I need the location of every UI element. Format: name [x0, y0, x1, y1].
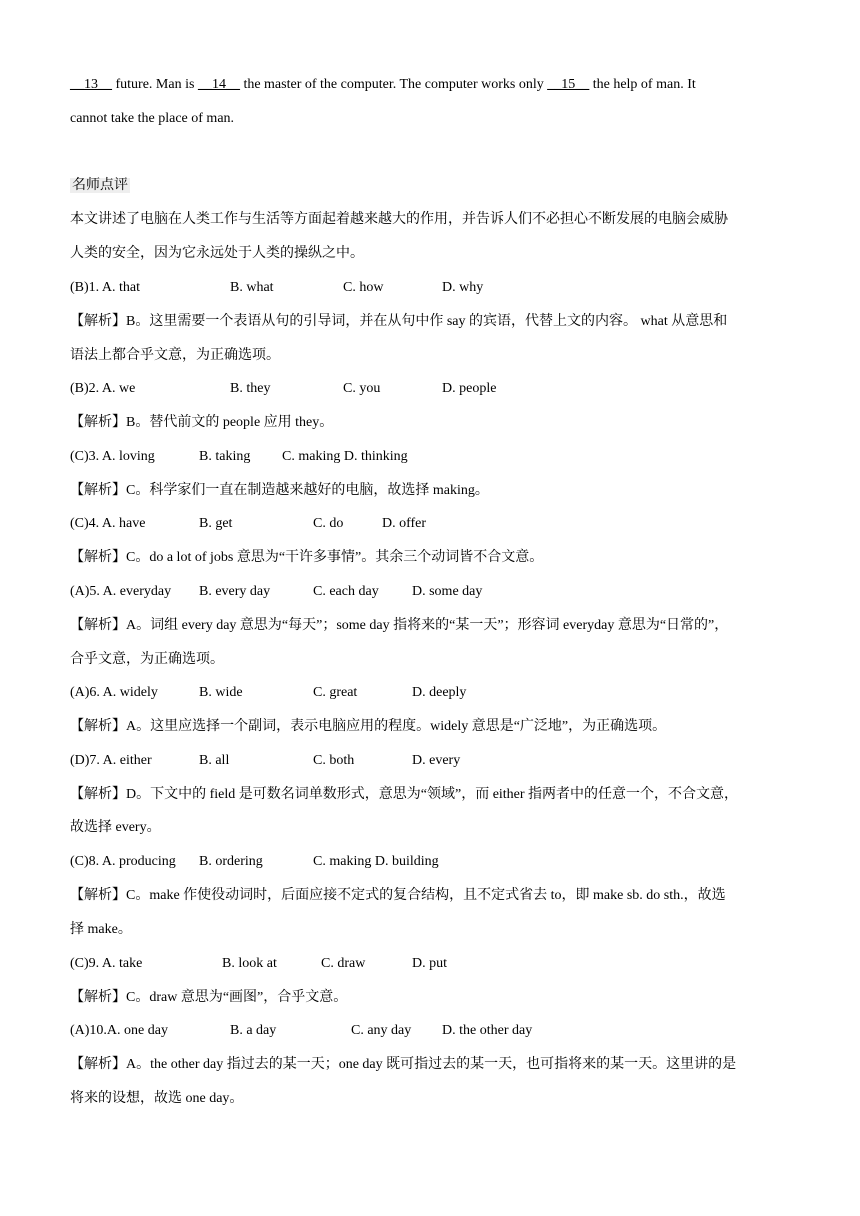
explanation-7-line-1: 【解析】D。下文中的 field 是可数名词单数形式，意思为“领域”，而 either 指两者中的任意一个，不合文意， — [70, 787, 739, 802]
question-label: (C)9. A. take — [70, 956, 143, 971]
option-c: C. great — [313, 685, 358, 700]
question-7-options — [70, 751, 790, 771]
option-b: B. look at — [222, 956, 277, 971]
explanation-1-line-2: 语法上都合乎文意，为正确选项。 — [70, 348, 280, 363]
question-8-options — [70, 852, 790, 872]
option-c: C. both — [313, 753, 355, 768]
question-3-options — [70, 447, 790, 467]
option-b: B. every day — [199, 584, 271, 599]
blank-15: __15__ — [547, 77, 590, 92]
option-c: C. draw — [321, 956, 366, 971]
option-d: D. every — [412, 753, 461, 768]
option-c: C. any day — [351, 1023, 412, 1038]
option-d: D. why — [442, 280, 484, 295]
explanation-10-line-2: 将来的设想，故选 one day。 — [70, 1091, 244, 1106]
section-title-line — [70, 176, 130, 196]
passage-text: future. Man is — [112, 77, 198, 92]
option-b: B. all — [199, 753, 230, 768]
question-label: (D)7. A. either — [70, 753, 152, 768]
option-b: B. wide — [199, 685, 243, 700]
option-d: D. some day — [412, 584, 483, 599]
section-title: 名师点评 — [72, 178, 128, 193]
explanation-8-line-1: 【解析】C。make 作使役动词时，后面应接不定式的复合结构，且不定式省去 to，即 make sb. do sth.，故选 — [70, 888, 726, 903]
question-label: (A)5. A. everyday — [70, 584, 172, 599]
option-b: B. taking — [199, 449, 251, 464]
question-label: (C)8. A. producing — [70, 854, 176, 869]
question-2-options — [70, 379, 790, 399]
question-9-options — [70, 954, 790, 974]
summary-line-1: 本文讲述了电脑在人类工作与生活等方面起着越来越大的作用，并告诉人们不必担心不断发展的电脑会威胁 — [70, 212, 728, 227]
option-c: C. making D. building — [313, 854, 439, 869]
explanation-9-line-1: 【解析】C。draw 意思为“画图”，合乎文意。 — [70, 990, 348, 1005]
question-10-options — [70, 1021, 790, 1041]
option-d: D. the other day — [442, 1023, 533, 1038]
option-d: D. people — [442, 381, 497, 396]
explanation-10-line-1: 【解析】A。the other day 指过去的某一天；one day 既可指过去的某一天，也可指将来的某一天。这里讲的是 — [70, 1057, 737, 1072]
option-d: D. deeply — [412, 685, 467, 700]
option-b: B. they — [230, 381, 271, 396]
question-label: (B)2. A. we — [70, 381, 136, 396]
explanation-6-line-1: 【解析】A。这里应选择一个副词，表示电脑应用的程度。widely 意思是“广泛地”，为正确选项。 — [70, 719, 667, 734]
explanation-8-line-2: 择 make。 — [70, 922, 132, 937]
explanation-7-line-2: 故选择 every。 — [70, 820, 161, 835]
passage-text: the master of the computer. The computer works only — [239, 77, 548, 92]
option-c: C. how — [343, 280, 384, 295]
summary-line-2: 人类的安全，因为它永远处于人类的操纵之中。 — [70, 246, 364, 261]
blank-13: __13__ — [70, 77, 112, 92]
option-c: C. you — [343, 381, 381, 396]
explanation-3-line-1: 【解析】C。科学家们一直在制造越来越好的电脑，故选择 making。 — [70, 483, 489, 498]
option-b: B. a day — [230, 1023, 277, 1038]
option-b: B. ordering — [199, 854, 263, 869]
question-label: (C)3. A. loving — [70, 449, 155, 464]
option-c: C. each day — [313, 584, 379, 599]
explanation-5-line-1: 【解析】A。词组 every day 意思为“每天”；some day 指将来的“某一天”；形容词 everyday 意思为“日常的”， — [70, 618, 729, 633]
question-label: (A)10.A. one day — [70, 1023, 168, 1038]
explanation-2-line-1: 【解析】B。替代前文的 people 应用 they。 — [70, 415, 334, 430]
explanation-1-line-1: 【解析】B。这里需要一个表语从句的引导词，并在从句中作 say 的宾语，代替上文的内容。 what 从意思和 — [70, 314, 728, 329]
option-b: B. what — [230, 280, 274, 295]
passage-line-2: cannot take the place of man. — [70, 111, 235, 126]
question-6-options — [70, 683, 790, 703]
question-label: (A)6. A. widely — [70, 685, 158, 700]
question-label: (B)1. A. that — [70, 280, 140, 295]
option-b: B. get — [199, 516, 233, 531]
passage-line-1 — [70, 75, 696, 95]
passage-text: the help of man. It — [589, 77, 696, 92]
question-1-options — [70, 278, 790, 298]
explanation-5-line-2: 合乎文意，为正确选项。 — [70, 652, 224, 667]
question-5-options — [70, 582, 790, 602]
question-label: (C)4. A. have — [70, 516, 146, 531]
question-4-options — [70, 514, 790, 534]
explanation-4-line-1: 【解析】C。do a lot of jobs 意思为“干许多事情”。其余三个动词皆不合文意。 — [70, 550, 544, 565]
blank-14: __14__ — [197, 77, 240, 92]
option-d: D. offer — [382, 516, 427, 531]
option-c: C. making D. thinking — [282, 449, 408, 464]
option-c: C. do — [313, 516, 344, 531]
option-d: D. put — [412, 956, 447, 971]
